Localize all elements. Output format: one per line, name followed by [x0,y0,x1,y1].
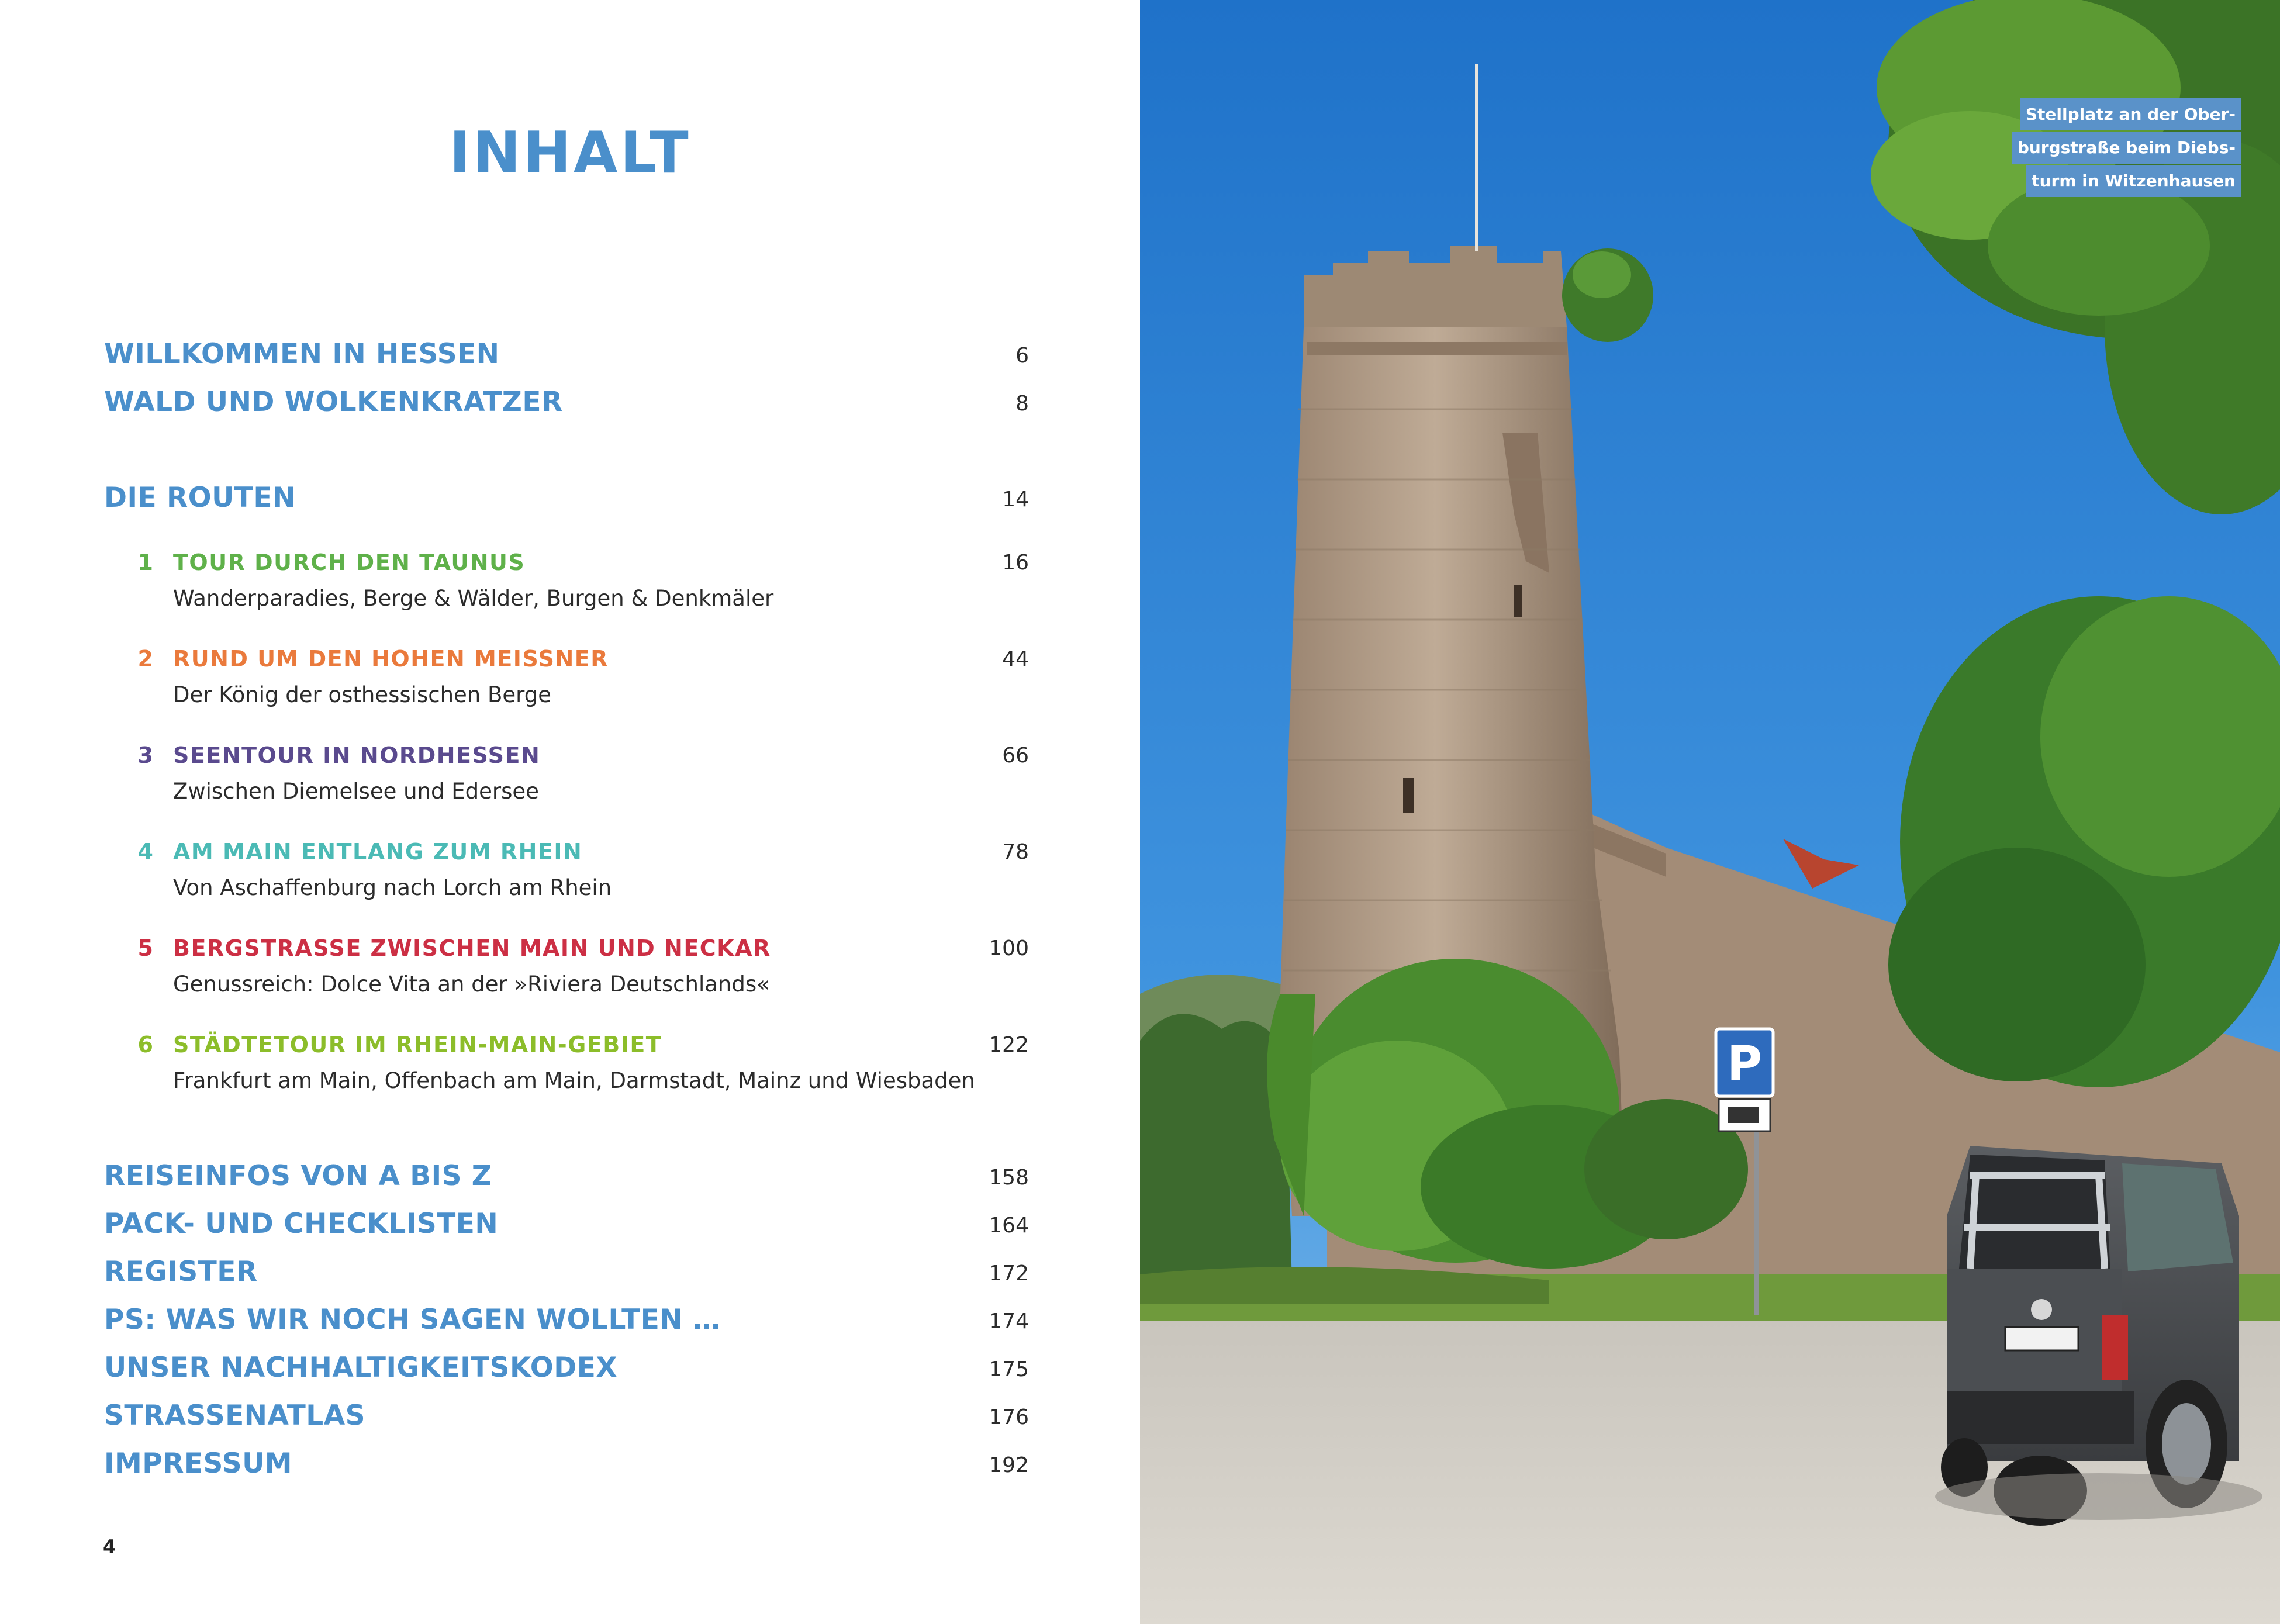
caption-line: turm in Witzenhausen [2026,165,2241,197]
route-subtitle: Wanderparadies, Berge & Wälder, Burgen & Denkmäler [173,586,774,611]
route-subtitle: Der König der osthessischen Berge [173,682,551,707]
route-number: 1 [137,550,153,575]
route-number: 2 [137,646,153,672]
caption-line: Stellplatz an der Ober- [2020,98,2241,130]
toc-entry-impressum[interactable]: IMPRESSUM [104,1447,293,1480]
toc-entry-die-routen[interactable]: DIE ROUTEN [104,482,296,514]
toc-page-number: 172 [989,1262,1029,1286]
route-title-taunus[interactable]: TOUR DURCH DEN TAUNUS [173,550,526,575]
toc-page-number: 8 [1015,392,1029,416]
toc-entry-reiseinfos[interactable]: REISEINFOS VON A BIS Z [104,1160,492,1192]
toc-page-number: 66 [1002,744,1029,768]
route-title-meissner[interactable]: RUND UM DEN HOHEN MEISSNER [173,646,609,672]
page-number: 4 [103,1536,116,1558]
toc-page-number: 16 [1002,551,1029,575]
toc-entry-nachhaltigkeitskodex[interactable]: UNSER NACHHALTIGKEITSKODEX [104,1352,618,1384]
toc-entry-strassenatlas[interactable]: STRASSENATLAS [104,1400,365,1432]
caption-line: burgstraße beim Diebs- [2012,132,2241,164]
toc-entry-checklisten[interactable]: PACK- UND CHECKLISTEN [104,1208,499,1240]
route-subtitle: Von Aschaffenburg nach Lorch am Rhein [173,875,612,900]
toc-page-number: 158 [989,1166,1029,1190]
route-number: 3 [137,742,153,768]
photo-tower-campervan [1140,0,2280,1624]
toc-entry-ps[interactable]: PS: WAS WIR NOCH SAGEN WOLLTEN … [104,1304,721,1336]
route-number: 4 [137,839,153,865]
route-number: 5 [137,935,153,961]
toc-page-number: 100 [989,937,1029,960]
toc-page-number: 164 [989,1214,1029,1238]
parking-sign-letter: P [1726,1036,1763,1092]
toc-page-number: 44 [1002,647,1029,671]
route-title-main-rhein[interactable]: AM MAIN ENTLANG ZUM RHEIN [173,839,583,865]
toc-page-number: 192 [989,1453,1029,1477]
toc-entry-willkommen[interactable]: WILLKOMMEN IN HESSEN [104,338,500,370]
route-title-rhein-main[interactable]: STÄDTETOUR IM RHEIN-MAIN-GEBIET [173,1032,662,1058]
photo-illustration [1140,0,2280,1624]
route-subtitle: Genussreich: Dolce Vita an der »Riviera Deutschlands« [173,972,770,997]
route-title-nordhessen[interactable]: SEENTOUR IN NORDHESSEN [173,742,541,768]
toc-page-number: 176 [989,1405,1029,1429]
toc-entry-register[interactable]: REGISTER [104,1256,258,1288]
route-number: 6 [137,1032,153,1058]
toc-page-number: 14 [1002,488,1029,512]
toc-page-number: 122 [989,1033,1029,1057]
page-title: INHALT [449,120,691,186]
toc-page-number: 174 [989,1309,1029,1333]
route-title-bergstrasse[interactable]: BERGSTRASSE ZWISCHEN MAIN UND NECKAR [173,935,771,961]
photo-caption [2012,98,2241,198]
toc-entry-wald[interactable]: WALD UND WOLKENKRATZER [104,386,563,418]
route-subtitle: Zwischen Diemelsee und Edersee [173,779,539,804]
route-subtitle: Frankfurt am Main, Offenbach am Main, Darmstadt, Mainz und Wiesbaden [173,1068,975,1093]
toc-page-number: 175 [989,1357,1029,1381]
toc-page-number: 78 [1002,840,1029,864]
toc-page-number: 6 [1015,344,1029,368]
